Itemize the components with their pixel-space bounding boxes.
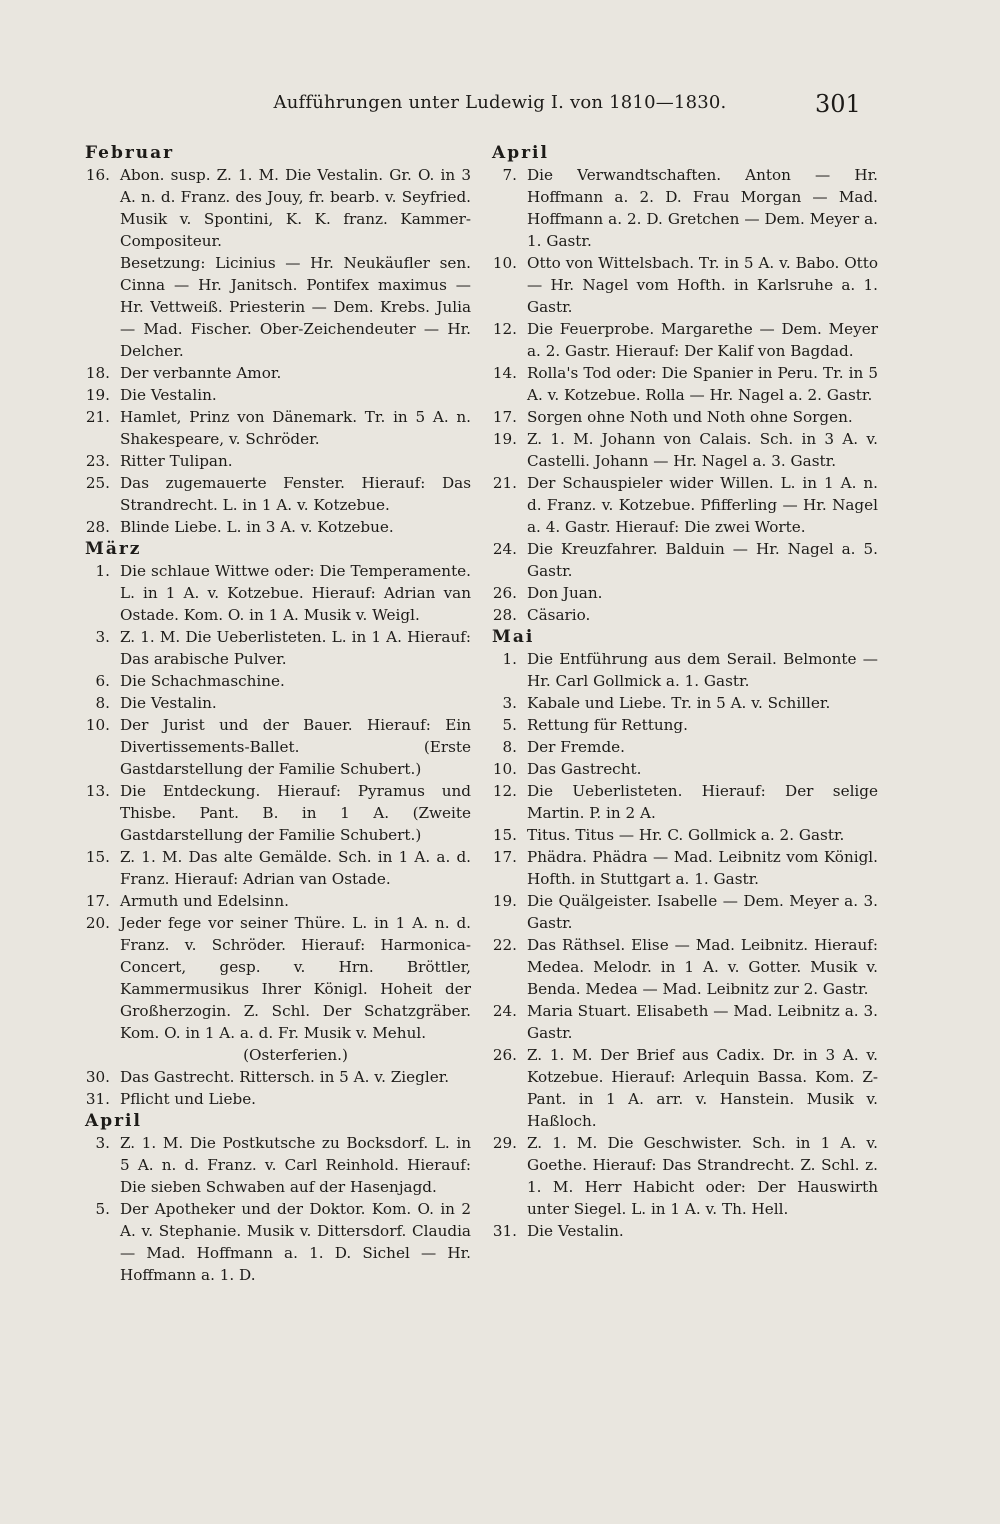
list-item [492,1044,878,1132]
list-item [492,692,878,714]
list-item [492,1220,878,1242]
entry-text: Z. 1. M. Die Ueberlisteten. L. in 1 A. Hierauf: Das arabische Pulver. [120,628,471,668]
list-item [85,516,471,538]
list-item [492,648,878,692]
entry-text: Pflicht und Liebe. [120,1090,257,1108]
entry-day: 3. [502,694,517,712]
entry-day: 25. [85,474,110,492]
list-item [492,890,878,934]
entry-text: Der Apotheker und der Doktor. Kom. O. in 2 A. v. Stephanie. Musik v. Dittersdorf. Claudia — Mad. Hoffmann a. 1. D. Sichel — Hr. Hoffmann a. 1. D. [120,1200,471,1284]
entry-list [85,164,471,538]
entry-day: 19. [492,892,517,910]
list-item [85,1132,471,1198]
entry-day: 5. [502,716,517,734]
entry-text: Besetzung: Licinius — Hr. Neukäufler sen. Cinna — Hr. Janitsch. Pontifex maximus — Hr. Vettweiß. Priesterin — Dem. Krebs. Julia — Mad. Fischer. Ober-Zeichendeuter — Hr. Delcher. [120,254,471,360]
entry-text: Otto von Wittelsbach. Tr. in 5 A. v. Babo. Otto — Hr. Nagel vom Hofth. in Karlsruhe a. 1. Gastr. [527,254,878,316]
entry-text: Die Quälgeister. Isabelle — Dem. Meyer a. 3. Gastr. [527,892,878,932]
entry-day: 29. [492,1134,517,1152]
list-item [85,670,471,692]
list-item [492,472,878,538]
list-item [492,736,878,758]
entry-day: 30. [85,1068,110,1086]
list-item [492,1132,878,1220]
month-heading-april: April [492,143,549,163]
entry-list [492,648,878,1242]
section-note: (Osterferien.) [243,1046,348,1064]
entry-text: Die Entdeckung. Hierauf: Pyramus und Thisbe. Pant. B. in 1 A. (Zweite Gastdarstellung der Familie Schubert.) [120,782,471,844]
entry-text: Der Jurist und der Bauer. Hierauf: Ein Divertissements-Ballet. (Erste Gastdarstellung der Familie Schubert.) [120,716,471,778]
running-header-title: Aufführungen unter Ludewig I. von 1810—1830. [273,92,727,113]
entry-text: Abon. susp. Z. 1. M. Die Vestalin. Gr. O. in 3 A. n. d. Franz. des Jouy, fr. bearb. v. Seyfried. Musik v. Spontini, K. K. franz. Kammer-Compositeur. [120,166,471,250]
entry-day: 14. [492,364,517,382]
entry-list [492,164,878,626]
entry-day: 21. [85,408,110,426]
entry-day: 10. [492,254,517,272]
list-item [492,846,878,890]
entry-text: Maria Stuart. Elisabeth — Mad. Leibnitz a. 3. Gastr. [527,1002,878,1042]
entry-text: Phädra. Phädra — Mad. Leibnitz vom Königl. Hofth. in Stuttgart a. 1. Gastr. [527,848,878,888]
month-heading-maerz: März [85,539,142,559]
entry-day: 6. [95,672,110,690]
list-item [492,252,878,318]
entry-text: Die Vestalin. [527,1222,624,1240]
page-number: 301 [815,90,861,118]
list-item [492,318,878,362]
entry-text: Kabale und Liebe. Tr. in 5 A. v. Schiller. [527,694,831,712]
entry-day: 7. [502,166,517,184]
entry-text: Die Verwandtschaften. Anton — Hr. Hoffmann a. 2. D. Frau Morgan — Mad. Hoffmann a. 2. D. Gretchen — Dem. Meyer a. 1. Gastr. [527,166,878,250]
entry-text: Cäsario. [527,606,591,624]
entry-text: Blinde Liebe. L. in 3 A. v. Kotzebue. [120,518,394,536]
entry-text: Das Räthsel. Elise — Mad. Leibnitz. Hierauf: Medea. Melodr. in 1 A. v. Gotter. Musik v. Benda. Medea — Mad. Leibnitz zur 2. Gastr. [527,936,878,998]
entry-day: 10. [492,760,517,778]
entry-text: Armuth und Edelsinn. [120,892,289,910]
entry-day: 17. [492,408,517,426]
list-item [85,472,471,516]
entry-day: 12. [492,782,517,800]
entry-text: Die Schachmaschine. [120,672,285,690]
list-item [492,780,878,824]
list-item [85,252,471,362]
list-item [85,890,471,912]
entry-day: 20. [85,914,110,932]
list-item [492,934,878,1000]
list-item [492,406,878,428]
entry-day: 12. [492,320,517,338]
left-column [85,142,471,1286]
list-item [85,1066,471,1088]
list-item [492,824,878,846]
list-item [85,1088,471,1110]
list-item [492,538,878,582]
list-item [492,1000,878,1044]
entry-day: 26. [492,1046,517,1064]
list-item [85,406,471,450]
list-item [85,362,471,384]
list-item [85,450,471,472]
entry-text: Das Gastrecht. Rittersch. in 5 A. v. Ziegler. [120,1068,450,1086]
entry-text: Z. 1. M. Johann von Calais. Sch. in 3 A. v. Castelli. Johann — Hr. Nagel a. 3. Gastr. [527,430,878,470]
right-column [492,142,878,1242]
entry-text: Z. 1. M. Das alte Gemälde. Sch. in 1 A. a. d. Franz. Hierauf: Adrian van Ostade. [120,848,471,888]
entry-list [85,1132,471,1286]
entry-text: Der verbannte Amor. [120,364,282,382]
entry-day: 17. [492,848,517,866]
list-item [85,912,471,1044]
entry-day: 26. [492,584,517,602]
entry-day: 22. [492,936,517,954]
entry-text: Hamlet, Prinz von Dänemark. Tr. in 5 A. n. Shakespeare, v. Schröder. [120,408,471,448]
entry-text: Die Feuerprobe. Margarethe — Dem. Meyer a. 2. Gastr. Hierauf: Der Kalif von Bagdad. [527,320,878,360]
list-item [85,384,471,406]
month-heading-mai: Mai [492,627,535,647]
entry-day: 24. [492,1002,517,1020]
entry-text: Rettung für Rettung. [527,716,688,734]
entry-day: 8. [502,738,517,756]
entry-text: Z. 1. M. Die Geschwister. Sch. in 1 A. v. Goethe. Hierauf: Das Strandrecht. Z. Schl. z. 1. M. Herr Habicht oder: Der Hauswirth unter Siegel. L. in 1 A. v. Th. Hell. [527,1134,878,1218]
entry-day: 21. [492,474,517,492]
entry-text: Das zugemauerte Fenster. Hierauf: Das Strandrecht. L. in 1 A. v. Kotzebue. [120,474,471,514]
entry-text: Die Vestalin. [120,694,217,712]
list-item [492,428,878,472]
month-heading-februar: Februar [85,143,175,163]
entry-text: Die schlaue Wittwe oder: Die Temperamente. L. in 1 A. v. Kotzebue. Hierauf: Adrian van Ostade. Kom. O. in 1 A. Musik v. Weigl. [120,562,471,624]
entry-day: 3. [95,628,110,646]
entry-day: 28. [85,518,110,536]
entry-day: 5. [95,1200,110,1218]
entry-day: 1. [95,562,110,580]
entry-day: 10. [85,716,110,734]
entry-day: 13. [85,782,110,800]
entry-day: 18. [85,364,110,382]
list-item [492,604,878,626]
entry-text: Sorgen ohne Noth und Noth ohne Sorgen. [527,408,853,426]
list-item [85,780,471,846]
entry-text: Der Schauspieler wider Willen. L. in 1 A. n. d. Franz. v. Kotzebue. Pfifferling — Hr. Nagel a. 4. Gastr. Hierauf: Die zwei Worte. [527,474,878,536]
entry-text: Das Gastrecht. [527,760,642,778]
month-heading-april: April [85,1111,142,1131]
entry-day: 31. [492,1222,517,1240]
entry-day: 3. [95,1134,110,1152]
list-item [492,714,878,736]
entry-text: Die Kreuzfahrer. Balduin — Hr. Nagel a. 5. Gastr. [527,540,878,580]
entry-day: 24. [492,540,517,558]
entry-text: Z. 1. M. Die Postkutsche zu Bocksdorf. L. in 5 A. n. d. Franz. v. Carl Reinhold. Hierauf: Die sieben Schwaben auf der Hasenjagd. [120,1134,471,1196]
list-item [492,582,878,604]
list-item [85,164,471,252]
entry-day: 15. [85,848,110,866]
list-item [85,626,471,670]
entry-day: 17. [85,892,110,910]
list-item [85,846,471,890]
entry-text: Die Ueberlisteten. Hierauf: Der selige Martin. P. in 2 A. [527,782,878,822]
list-item [85,1198,471,1286]
entry-text: Die Vestalin. [120,386,217,404]
entry-day: 16. [85,166,110,184]
entry-text: Ritter Tulipan. [120,452,233,470]
entry-text: Titus. Titus — Hr. C. Gollmick a. 2. Gastr. [527,826,845,844]
list-item [492,164,878,252]
entry-text: Der Fremde. [527,738,625,756]
list-item [492,758,878,780]
entry-text: Die Entführung aus dem Serail. Belmonte — Hr. Carl Gollmick a. 1. Gastr. [527,650,878,690]
list-item [85,692,471,714]
entry-day: 31. [85,1090,110,1108]
entry-day: 28. [492,606,517,624]
entry-text: Don Juan. [527,584,603,602]
entry-day: 15. [492,826,517,844]
entry-day: 1. [502,650,517,668]
entry-text: Z. 1. M. Der Brief aus Cadix. Dr. in 3 A. v. Kotzebue. Hierauf: Arlequin Bassa. Kom. Z-Pant. in 1 A. arr. v. Hanstein. Musik v. Haßloch. [527,1046,878,1130]
entry-day: 19. [85,386,110,404]
entry-day: 23. [85,452,110,470]
list-item [492,362,878,406]
entry-day: 8. [95,694,110,712]
list-item [85,560,471,626]
entry-text: Jeder fege vor seiner Thüre. L. in 1 A. n. d. Franz. v. Schröder. Hierauf: Harmonica-Concert, gesp. v. Hrn. Bröttler, Kammermusikus Ihrer Königl. Hoheit der Großherzogin. Z. Schl. Der Schatzgräber. Kom. O. in 1 A. a. d. Fr. Musik v. Mehul. [120,914,471,1042]
entry-text: Rolla's Tod oder: Die Spanier in Peru. Tr. in 5 A. v. Kotzebue. Rolla — Hr. Nagel a. 2. Gastr. [527,364,878,404]
entry-list [85,560,471,1110]
entry-day: 19. [492,430,517,448]
list-item [85,714,471,780]
